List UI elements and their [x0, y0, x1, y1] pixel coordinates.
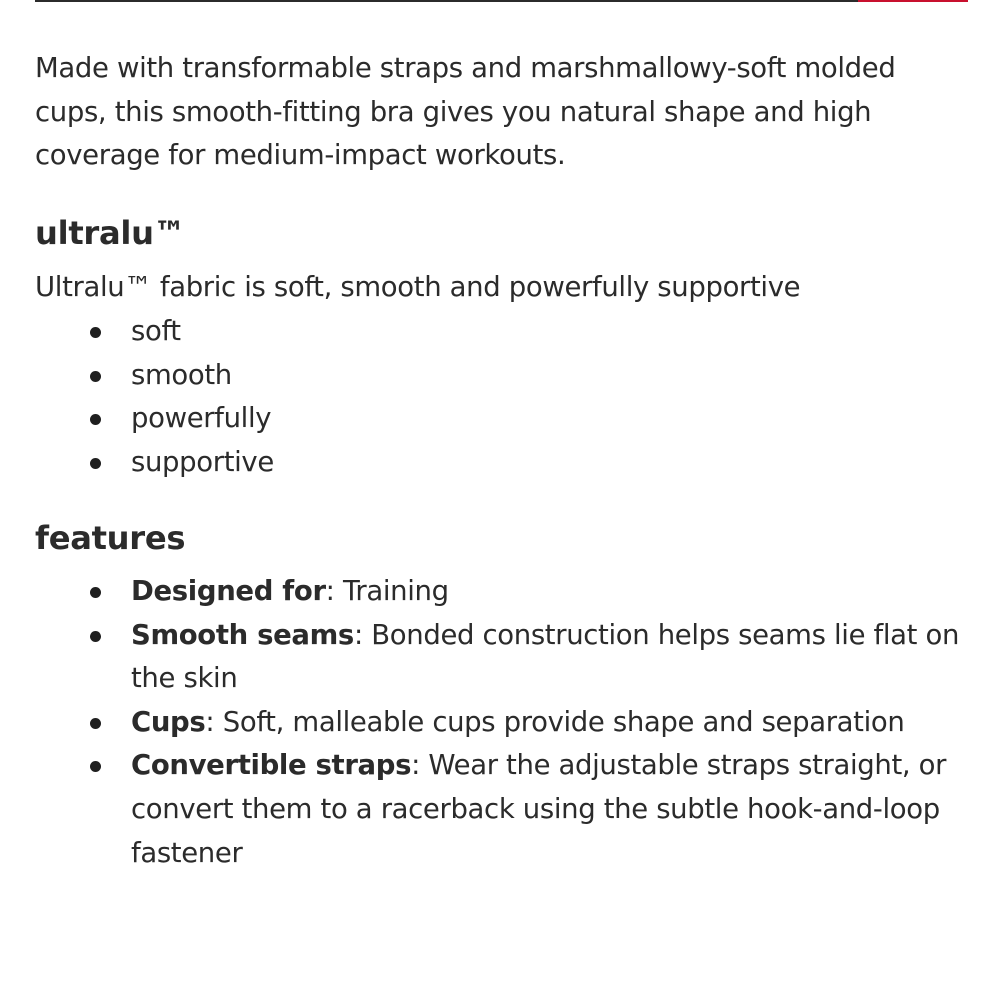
fabric-quality: powerfully [131, 402, 272, 435]
fabric-description: Ultralu™ fabric is soft, smooth and powerfully supportive [35, 271, 801, 304]
list-item [35, 310, 970, 354]
feature-title: Convertible straps [131, 749, 412, 782]
feature-separator: : [353, 618, 372, 651]
bullet-icon [90, 327, 101, 338]
fabric-qualities-list [35, 310, 970, 484]
features-list [35, 570, 970, 875]
features-heading: features [35, 519, 186, 558]
feature-text: Soft, malleable cups provide shape and separation [222, 705, 905, 738]
bullet-icon [90, 761, 101, 772]
feature-item [35, 614, 970, 701]
feature-title: Smooth seams [131, 618, 354, 651]
feature-item [35, 701, 970, 745]
feature-title: Designed for [131, 574, 326, 607]
fabric-quality: smooth [131, 358, 232, 391]
list-item [35, 397, 970, 441]
bullet-icon [90, 587, 101, 598]
feature-item [35, 570, 970, 614]
top-accent-bar [858, 0, 968, 2]
feature-text: Bonded construction helps seams lie flat on the skin [131, 618, 960, 695]
feature-title: Cups [131, 705, 206, 738]
list-item [35, 354, 970, 398]
fabric-quality: soft [131, 314, 181, 347]
bullet-icon [90, 458, 101, 469]
feature-separator: : [411, 749, 429, 782]
list-item [35, 441, 970, 485]
top-divider [35, 0, 968, 2]
product-description: Made with transformable straps and marshmallowy-soft molded cups, this smooth-fitting bra gives you natural shape and high coverage for medium-impact workouts. [35, 52, 896, 172]
feature-item [35, 744, 970, 875]
fabric-heading: ultralu™ [35, 213, 186, 252]
bullet-icon [90, 414, 101, 425]
bullet-icon [90, 718, 101, 729]
feature-separator: : [325, 574, 343, 607]
bullet-icon [90, 371, 101, 382]
product-details [35, 47, 970, 875]
feature-text: Wear the adjustable straps straight, or convert them to a racerback using the subtle hook-and-loop fastener [131, 749, 947, 869]
fabric-quality: supportive [131, 445, 274, 478]
feature-separator: : [205, 705, 223, 738]
feature-text: Training [342, 574, 449, 607]
bullet-icon [90, 631, 101, 642]
